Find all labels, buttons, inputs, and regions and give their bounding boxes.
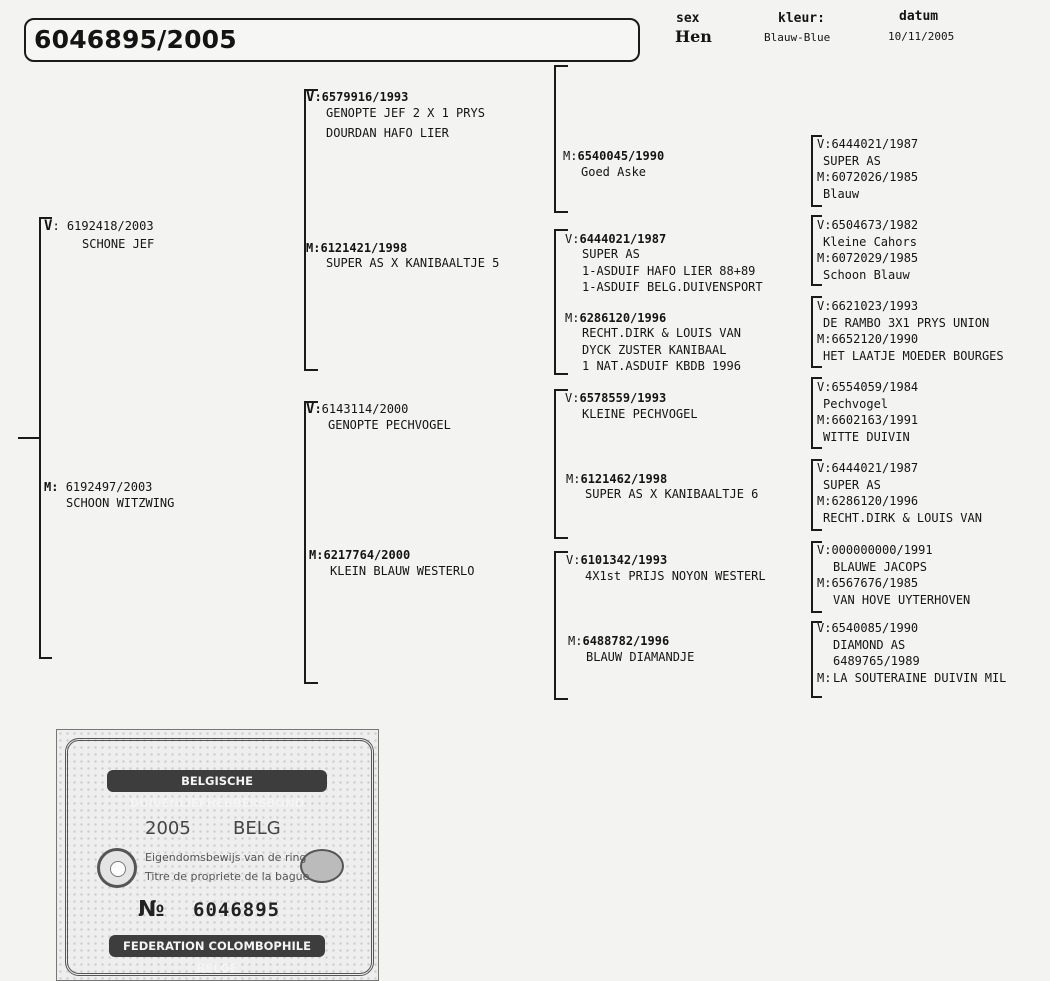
card-bottom-banner: FEDERATION COLOMBOPHILE BELGE: [109, 935, 325, 957]
gen3-ffm-entry: M:6540045/1990: [563, 149, 665, 163]
gen3-mmm-entry: M:6488782/1996: [568, 634, 670, 648]
gen3-mfm-line-1: SUPER AS X KANIBAALTJE 6: [585, 487, 759, 501]
gen3-ffm-line-1: Goed Aske: [581, 165, 647, 179]
gen3-mmm-ring: 6488782/1996: [582, 634, 670, 648]
gen3-fmm-marker: M: [565, 311, 573, 325]
gen2-mf-entry: V:6143114/2000: [306, 401, 409, 417]
father-marker: V: [44, 218, 53, 234]
gen2-mm-marker: M: [309, 548, 317, 562]
gen4-2-line-4: Schoon Blauw: [823, 267, 910, 282]
gen3-mff-entry: V:6578559/1993: [565, 391, 667, 405]
ring-hole-icon: [97, 848, 137, 888]
gen3-fmf-lines: [582, 246, 763, 296]
gen4-7-line-1: V:6540085/1990: [817, 621, 919, 635]
gen4-7-line-3: 6489765/1989: [833, 654, 920, 668]
gen4-6-line-3: M:6567676/1985: [817, 576, 919, 590]
color-label: kleur:: [778, 11, 825, 26]
gen3-mff-ring: 6578559/1993: [579, 391, 667, 405]
gen4-5-line-1: V:6444021/1987: [817, 461, 919, 475]
gen4-block-3: [817, 298, 1004, 364]
pigeon-ring-title: 6046895/2005: [34, 25, 237, 54]
date-value: 10/11/2005: [888, 30, 955, 43]
gen3-mmm-marker: M: [568, 634, 576, 648]
father-ring: 6192418/2003: [66, 219, 154, 233]
date-label: datum: [899, 9, 939, 24]
gen3-fmm-ring: 6286120/1996: [579, 311, 667, 325]
gen4-2-line-1: V:6504673/1982: [817, 218, 919, 232]
gen4-6-line-4: VAN HOVE UYTERHOVEN: [833, 592, 971, 607]
card-top-banner: BELGISCHE DUIVENLIEFHEBBERSBOND: [107, 770, 327, 792]
gen4-3-line-3: M:6652120/1990: [817, 332, 919, 346]
gen2-mm-line-1: KLEIN BLAUW WESTERLO: [330, 564, 475, 578]
gen3-fmm-entry: M:6286120/1996: [565, 311, 667, 325]
gen4-1-line-4: Blauw: [823, 186, 860, 201]
gen2-mm-entry: M:6217764/2000: [309, 548, 411, 562]
gen4-1-line-3: M:6072026/1985: [817, 170, 919, 184]
gen4-5-line-4: RECHT.DIRK & LOUIS VAN: [823, 510, 982, 525]
gen4-block-7: [817, 620, 1006, 687]
color-value: Blauw-Blue: [764, 31, 831, 44]
mother-name: SCHOON WITZWING: [66, 496, 175, 510]
gen4-5-line-2: SUPER AS: [823, 477, 881, 492]
mother-ring: 6192497/2003: [65, 480, 153, 494]
card-ownership-line-1: Eigendomsbewijs van de ring: [145, 851, 307, 864]
gen3-ffm-ring: 6540045/1990: [577, 149, 665, 163]
gen4-2-line-3: M:6072029/1985: [817, 251, 919, 265]
card-ownership-line-2: Titre de propriete de la bague: [145, 870, 310, 883]
gen2-ff-marker: V: [306, 89, 315, 105]
gen3-fmf-marker: V: [565, 232, 573, 246]
gen3-fmf-line-2: 1-ASDUIF HAFO LIER 88+89: [582, 263, 756, 278]
gen4-6-line-2: BLAUWE JACOPS: [833, 559, 927, 574]
gen4-3-line-4: HET LAATJE MOEDER BOURGES: [823, 348, 1004, 363]
gen4-7-line-5: LA SOUTERAINE DUIVIN MIL: [833, 671, 1007, 685]
gen3-mmf-entry: V:6101342/1993: [566, 553, 668, 567]
gen2-mf-line-1: GENOPTE PECHVOGEL: [328, 418, 451, 432]
gen3-mmf-marker: V: [566, 553, 574, 567]
gen4-4-line-2: Pechvogel: [823, 396, 889, 411]
gen3-fmf-line-3: 1-ASDUIF BELG.DUIVENSPORT: [582, 280, 763, 294]
gen4-3-line-1: V:6621023/1993: [817, 299, 919, 313]
gen3-fmm-line-3: 1 NAT.ASDUIF KBDB 1996: [582, 359, 741, 373]
gen2-ff-line-2: DOURDAN HAFO LIER: [326, 126, 449, 140]
gen2-fm-marker: M: [306, 241, 314, 255]
gen3-fmm-lines: [582, 325, 741, 375]
gen3-mff-line-1: KLEINE PECHVOGEL: [582, 407, 698, 421]
gen4-2-line-2: Kleine Cahors: [823, 234, 917, 249]
gen2-fm-entry: M:6121421/1998: [306, 241, 408, 255]
gen4-4-line-4: WITTE DUIVIN: [823, 429, 910, 444]
gen2-mm-ring: 6217764/2000: [323, 548, 411, 562]
mother-entry: M: 6192497/2003: [44, 480, 153, 494]
gen3-mmf-line-1: 4X1st PRIJS NOYON WESTERL: [585, 569, 766, 583]
gen3-mff-marker: V: [565, 391, 573, 405]
ring-ownership-card: [56, 729, 379, 981]
gen4-block-5: [817, 460, 982, 526]
sex-value: Hen: [675, 27, 712, 46]
gen3-fmf-ring: 6444021/1987: [579, 232, 667, 246]
gen4-block-2: [817, 217, 918, 283]
card-country: BELG: [233, 818, 281, 839]
gen4-4-line-1: V:6554059/1984: [817, 380, 919, 394]
gen3-mfm-ring: 6121462/1998: [580, 472, 668, 486]
gen3-fmf-line-1: SUPER AS: [582, 247, 640, 261]
gen4-block-1: [817, 136, 918, 202]
gen4-block-4: [817, 379, 918, 445]
gen3-ffm-marker: M: [563, 149, 571, 163]
gen2-fm-ring: 6121421/1998: [320, 241, 408, 255]
mother-marker: M: [44, 480, 52, 494]
gen4-3-line-2: DE RAMBO 3X1 PRYS UNION: [823, 315, 990, 330]
gen2-mf-ring: 6143114/2000: [321, 402, 409, 416]
gen3-mmf-ring: 6101342/1993: [580, 553, 668, 567]
gen4-7-line-4: M:: [817, 670, 832, 685]
gen3-fmf-entry: V:6444021/1987: [565, 232, 667, 246]
gen4-4-line-3: M:6602163/1991: [817, 413, 919, 427]
gen2-fm-line-1: SUPER AS X KANIBAALTJE 5: [326, 256, 500, 270]
gen2-ff-ring: 6579916/1993: [321, 90, 409, 104]
sex-label: sex: [676, 11, 700, 26]
father-entry: V: 6192418/2003: [44, 218, 154, 234]
gen3-fmm-line-1: RECHT.DIRK & LOUIS VAN: [582, 326, 741, 340]
gen3-mmm-line-1: BLAUW DIAMANDJE: [586, 650, 695, 664]
gen4-1-line-2: SUPER AS: [823, 153, 881, 168]
gen2-mf-marker: V: [306, 401, 315, 417]
card-ring-number: 6046895: [193, 899, 281, 921]
gen3-mfm-entry: M:6121462/1998: [566, 472, 668, 486]
gen4-7-line-2: DIAMOND AS: [833, 637, 906, 652]
gen4-5-line-3: M:6286120/1996: [817, 494, 919, 508]
gen4-block-6: [817, 542, 970, 608]
card-year: 2005: [145, 818, 191, 839]
gen4-1-line-1: V:6444021/1987: [817, 137, 919, 151]
gen2-ff-entry: V:6579916/1993: [306, 89, 409, 105]
gen3-fmm-line-2: DYCK ZUSTER KANIBAAL: [582, 342, 727, 357]
father-name: SCHONE JEF: [82, 237, 155, 251]
gen2-ff-line-1: GENOPTE JEF 2 X 1 PRYS: [326, 106, 485, 120]
gen4-6-line-1: V:000000000/1991: [817, 543, 933, 557]
gen3-mfm-marker: M: [566, 472, 574, 486]
card-number-label: №: [138, 897, 165, 922]
